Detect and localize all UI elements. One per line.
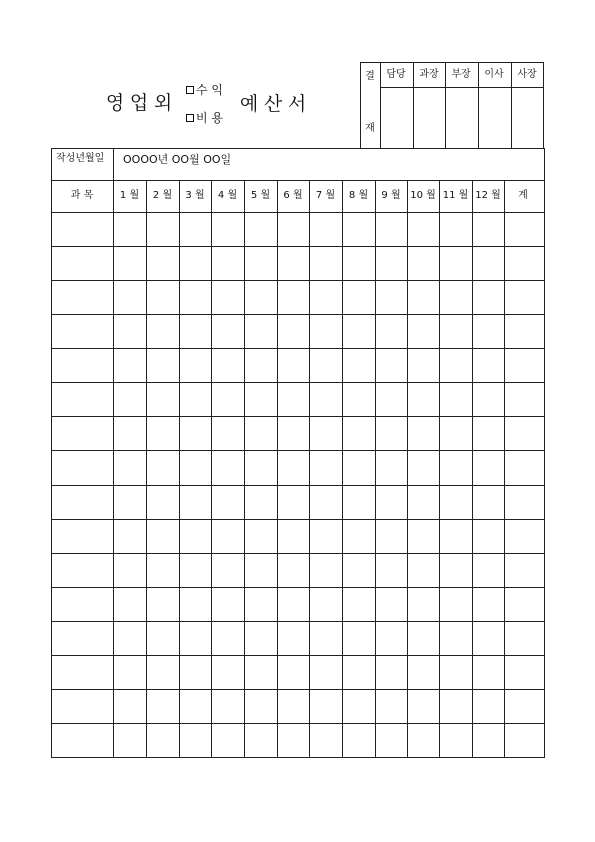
month-cell[interactable]	[310, 247, 342, 280]
month-header-9: 9 월	[381, 190, 401, 201]
month-cell[interactable]	[310, 417, 342, 450]
month-cell[interactable]	[440, 213, 472, 246]
total-cell[interactable]	[505, 417, 544, 450]
month-cell[interactable]	[212, 315, 244, 348]
month-cell[interactable]	[147, 247, 179, 280]
month-cell[interactable]	[408, 588, 439, 621]
approval-role-staff: 담당	[386, 69, 406, 80]
month-header-2: 2 월	[152, 190, 173, 201]
month-cell[interactable]	[114, 213, 146, 246]
month-cell[interactable]	[440, 281, 472, 314]
month-cell[interactable]	[376, 588, 407, 621]
title-char-6: 서	[287, 93, 307, 115]
month-cell[interactable]	[245, 724, 277, 757]
month-cell[interactable]	[180, 349, 211, 382]
total-cell[interactable]	[505, 486, 544, 519]
month-cell[interactable]	[245, 622, 277, 655]
title-char-3: 외	[153, 92, 173, 114]
month-header-10: 10 월	[410, 190, 436, 201]
month-cell[interactable]	[114, 588, 146, 621]
month-cell[interactable]	[114, 417, 146, 450]
month-cell[interactable]	[473, 247, 504, 280]
total-cell[interactable]	[505, 451, 544, 484]
month-cell[interactable]	[440, 724, 472, 757]
month-cell[interactable]	[310, 383, 342, 416]
month-cell[interactable]	[408, 417, 439, 450]
month-cell[interactable]	[376, 213, 407, 246]
month-cell[interactable]	[147, 349, 179, 382]
total-cell[interactable]	[505, 315, 544, 348]
table-bottom-border	[51, 757, 545, 758]
month-cell[interactable]	[212, 588, 244, 621]
month-cell[interactable]	[473, 451, 504, 484]
date-row-divider	[113, 148, 114, 180]
month-cell[interactable]	[278, 588, 309, 621]
subject-cell[interactable]	[52, 622, 113, 655]
subject-header: 과 목	[70, 190, 94, 201]
month-cell[interactable]	[473, 383, 504, 416]
approval-left-border	[360, 62, 361, 148]
month-cell[interactable]	[408, 315, 439, 348]
title-char-1: 영	[105, 92, 125, 114]
month-cell[interactable]	[245, 315, 277, 348]
month-cell[interactable]	[180, 690, 211, 723]
month-cell[interactable]	[408, 520, 439, 553]
approval-role-dept-head: 부장	[451, 69, 471, 80]
month-cell[interactable]	[343, 486, 375, 519]
month-cell[interactable]	[343, 315, 375, 348]
month-cell[interactable]	[310, 486, 342, 519]
total-cell[interactable]	[505, 554, 544, 587]
total-cell[interactable]	[505, 622, 544, 655]
subject-cell[interactable]	[52, 213, 113, 246]
month-cell[interactable]	[212, 349, 244, 382]
month-cell[interactable]	[180, 383, 211, 416]
month-cell[interactable]	[310, 622, 342, 655]
month-cell[interactable]	[180, 486, 211, 519]
month-cell[interactable]	[408, 656, 439, 689]
month-cell[interactable]	[180, 554, 211, 587]
month-cell[interactable]	[245, 486, 277, 519]
month-cell[interactable]	[408, 724, 439, 757]
month-cell[interactable]	[212, 281, 244, 314]
approval-label-bottom: 재	[365, 123, 375, 134]
month-cell[interactable]	[310, 315, 342, 348]
month-cell[interactable]	[408, 349, 439, 382]
total-cell[interactable]	[505, 281, 544, 314]
month-cell[interactable]	[245, 588, 277, 621]
expense-checkbox[interactable]	[186, 114, 194, 122]
month-cell[interactable]	[278, 349, 309, 382]
month-cell[interactable]	[180, 622, 211, 655]
month-cell[interactable]	[376, 520, 407, 553]
month-cell[interactable]	[180, 724, 211, 757]
total-cell[interactable]	[505, 724, 544, 757]
total-header: 계	[518, 190, 528, 201]
month-cell[interactable]	[278, 724, 309, 757]
month-cell[interactable]	[278, 554, 309, 587]
month-cell[interactable]	[473, 690, 504, 723]
month-cell[interactable]	[278, 281, 309, 314]
month-cell[interactable]	[278, 417, 309, 450]
subject-cell[interactable]	[52, 349, 113, 382]
month-cell[interactable]	[343, 451, 375, 484]
month-cell[interactable]	[310, 281, 342, 314]
date-label: 작성년월일	[56, 153, 105, 164]
month-cell[interactable]	[310, 213, 342, 246]
date-row-top-border	[51, 148, 545, 149]
month-cell[interactable]	[343, 383, 375, 416]
month-cell[interactable]	[245, 383, 277, 416]
month-cell[interactable]	[245, 417, 277, 450]
month-cell[interactable]	[114, 247, 146, 280]
month-cell[interactable]	[114, 690, 146, 723]
total-cell[interactable]	[505, 520, 544, 553]
month-cell[interactable]	[278, 451, 309, 484]
month-header-8: 8 월	[348, 190, 369, 201]
subject-cell[interactable]	[52, 656, 113, 689]
month-cell[interactable]	[440, 520, 472, 553]
month-cell[interactable]	[147, 486, 179, 519]
month-cell[interactable]	[245, 349, 277, 382]
month-cell[interactable]	[310, 690, 342, 723]
month-cell[interactable]	[114, 724, 146, 757]
total-cell[interactable]	[505, 349, 544, 382]
month-cell[interactable]	[114, 349, 146, 382]
month-cell[interactable]	[310, 349, 342, 382]
month-cell[interactable]	[114, 486, 146, 519]
month-cell[interactable]	[212, 417, 244, 450]
month-cell[interactable]	[440, 417, 472, 450]
month-cell[interactable]	[343, 554, 375, 587]
month-cell[interactable]	[343, 724, 375, 757]
total-cell[interactable]	[505, 247, 544, 280]
month-cell[interactable]	[440, 486, 472, 519]
option-expense-label: 비 용	[196, 111, 223, 125]
approval-right-border	[543, 62, 544, 148]
month-cell[interactable]	[440, 349, 472, 382]
month-cell[interactable]	[310, 520, 342, 553]
title-char-5: 산	[263, 93, 283, 115]
month-cell[interactable]	[473, 554, 504, 587]
month-cell[interactable]	[212, 213, 244, 246]
total-cell[interactable]	[505, 383, 544, 416]
month-cell[interactable]	[440, 315, 472, 348]
signature-cell-dept-head[interactable]	[446, 88, 478, 148]
month-cell[interactable]	[278, 486, 309, 519]
month-cell[interactable]	[343, 622, 375, 655]
month-cell[interactable]	[180, 417, 211, 450]
month-cell[interactable]	[473, 315, 504, 348]
month-cell[interactable]	[408, 451, 439, 484]
revenue-checkbox[interactable]	[186, 86, 194, 94]
month-cell[interactable]	[278, 622, 309, 655]
month-cell[interactable]	[408, 213, 439, 246]
month-cell[interactable]	[343, 520, 375, 553]
option-revenue-label: 수 익	[196, 83, 223, 97]
month-cell[interactable]	[147, 315, 179, 348]
month-cell[interactable]	[180, 315, 211, 348]
subject-cell[interactable]	[52, 383, 113, 416]
month-cell[interactable]	[376, 724, 407, 757]
month-cell[interactable]	[440, 588, 472, 621]
month-cell[interactable]	[212, 247, 244, 280]
signature-cell-director[interactable]	[479, 88, 511, 148]
month-cell[interactable]	[440, 690, 472, 723]
month-cell[interactable]	[180, 656, 211, 689]
subject-cell[interactable]	[52, 451, 113, 484]
month-cell[interactable]	[212, 383, 244, 416]
month-cell[interactable]	[376, 247, 407, 280]
month-cell[interactable]	[278, 656, 309, 689]
month-cell[interactable]	[473, 588, 504, 621]
month-cell[interactable]	[343, 690, 375, 723]
month-cell[interactable]	[278, 690, 309, 723]
month-cell[interactable]	[180, 588, 211, 621]
month-cell[interactable]	[343, 656, 375, 689]
month-cell[interactable]	[343, 349, 375, 382]
total-cell[interactable]	[505, 213, 544, 246]
month-cell[interactable]	[343, 417, 375, 450]
month-cell[interactable]	[278, 520, 309, 553]
subject-cell[interactable]	[52, 724, 113, 757]
month-cell[interactable]	[180, 281, 211, 314]
title-char-4: 예	[239, 93, 259, 115]
month-cell[interactable]	[473, 213, 504, 246]
date-value[interactable]: OOOO년 OO월 OO일	[123, 153, 232, 166]
month-cell[interactable]	[473, 656, 504, 689]
month-cell[interactable]	[114, 554, 146, 587]
month-cell[interactable]	[440, 383, 472, 416]
signature-cell-section-chief[interactable]	[414, 88, 445, 148]
month-cell[interactable]	[180, 247, 211, 280]
month-cell[interactable]	[408, 383, 439, 416]
month-cell[interactable]	[440, 656, 472, 689]
subject-cell[interactable]	[52, 281, 113, 314]
month-cell[interactable]	[147, 383, 179, 416]
header-top-border	[51, 180, 545, 181]
month-header-12: 12 월	[475, 190, 501, 201]
month-cell[interactable]	[180, 213, 211, 246]
subject-cell[interactable]	[52, 554, 113, 587]
month-cell[interactable]	[310, 554, 342, 587]
month-cell[interactable]	[440, 554, 472, 587]
signature-cell-president[interactable]	[512, 88, 543, 148]
month-cell[interactable]	[147, 622, 179, 655]
month-cell[interactable]	[408, 486, 439, 519]
approval-role-president: 사장	[517, 69, 537, 80]
month-cell[interactable]	[473, 520, 504, 553]
month-cell[interactable]	[408, 247, 439, 280]
month-cell[interactable]	[408, 554, 439, 587]
month-cell[interactable]	[114, 451, 146, 484]
signature-cell-staff[interactable]	[381, 88, 413, 148]
month-cell[interactable]	[408, 690, 439, 723]
month-cell[interactable]	[376, 690, 407, 723]
month-cell[interactable]	[212, 520, 244, 553]
month-cell[interactable]	[473, 622, 504, 655]
table-side-border	[544, 148, 545, 758]
subject-cell[interactable]	[52, 486, 113, 519]
month-cell[interactable]	[310, 724, 342, 757]
month-header-4: 4 월	[217, 190, 238, 201]
month-cell[interactable]	[147, 656, 179, 689]
month-cell[interactable]	[376, 281, 407, 314]
month-cell[interactable]	[310, 588, 342, 621]
month-cell[interactable]	[376, 417, 407, 450]
month-cell[interactable]	[147, 417, 179, 450]
title-char-2: 업	[129, 92, 149, 114]
subject-cell[interactable]	[52, 417, 113, 450]
month-cell[interactable]	[147, 213, 179, 246]
month-cell[interactable]	[245, 656, 277, 689]
month-cell[interactable]	[376, 554, 407, 587]
approval-top-border	[360, 62, 544, 63]
month-cell[interactable]	[376, 451, 407, 484]
month-cell[interactable]	[473, 724, 504, 757]
month-cell[interactable]	[473, 486, 504, 519]
month-cell[interactable]	[473, 417, 504, 450]
month-cell[interactable]	[278, 213, 309, 246]
month-cell[interactable]	[114, 281, 146, 314]
approval-label-top: 결	[365, 71, 375, 82]
approval-role-director: 이사	[484, 69, 504, 80]
month-cell[interactable]	[440, 451, 472, 484]
month-cell[interactable]	[343, 213, 375, 246]
month-header-11: 11 월	[442, 190, 469, 201]
month-cell[interactable]	[310, 451, 342, 484]
total-cell[interactable]	[505, 656, 544, 689]
month-cell[interactable]	[310, 656, 342, 689]
month-cell[interactable]	[147, 588, 179, 621]
month-cell[interactable]	[245, 281, 277, 314]
month-cell[interactable]	[408, 622, 439, 655]
month-cell[interactable]	[212, 554, 244, 587]
month-cell[interactable]	[114, 383, 146, 416]
month-header-5: 5 월	[250, 190, 271, 201]
option-expense[interactable]	[186, 112, 223, 124]
month-cell[interactable]	[278, 315, 309, 348]
month-cell[interactable]	[114, 520, 146, 553]
approval-role-section-chief: 과장	[419, 69, 439, 80]
month-cell[interactable]	[212, 656, 244, 689]
month-cell[interactable]	[278, 247, 309, 280]
month-cell[interactable]	[147, 724, 179, 757]
total-cell[interactable]	[505, 588, 544, 621]
month-cell[interactable]	[114, 315, 146, 348]
month-cell[interactable]	[376, 383, 407, 416]
month-cell[interactable]	[376, 486, 407, 519]
month-cell[interactable]	[245, 554, 277, 587]
month-cell[interactable]	[440, 622, 472, 655]
month-cell[interactable]	[376, 622, 407, 655]
month-cell[interactable]	[245, 690, 277, 723]
month-cell[interactable]	[245, 451, 277, 484]
month-cell[interactable]	[343, 281, 375, 314]
subject-cell[interactable]	[52, 690, 113, 723]
month-cell[interactable]	[440, 247, 472, 280]
subject-cell[interactable]	[52, 588, 113, 621]
total-cell[interactable]	[505, 690, 544, 723]
month-cell[interactable]	[212, 622, 244, 655]
month-cell[interactable]	[408, 281, 439, 314]
month-header-7: 7 월	[315, 190, 336, 201]
subject-cell[interactable]	[52, 520, 113, 553]
month-cell[interactable]	[147, 281, 179, 314]
month-cell[interactable]	[212, 724, 244, 757]
month-cell[interactable]	[376, 315, 407, 348]
subject-cell[interactable]	[52, 315, 113, 348]
month-cell[interactable]	[343, 247, 375, 280]
month-cell[interactable]	[147, 554, 179, 587]
month-cell[interactable]	[245, 520, 277, 553]
month-cell[interactable]	[147, 690, 179, 723]
month-cell[interactable]	[212, 486, 244, 519]
month-cell[interactable]	[473, 349, 504, 382]
month-cell[interactable]	[212, 451, 244, 484]
month-header-1: 1 월	[119, 190, 140, 201]
month-cell[interactable]	[245, 213, 277, 246]
month-cell[interactable]	[147, 520, 179, 553]
month-cell[interactable]	[180, 451, 211, 484]
subject-cell[interactable]	[52, 247, 113, 280]
month-cell[interactable]	[245, 247, 277, 280]
month-cell[interactable]	[278, 383, 309, 416]
month-cell[interactable]	[114, 656, 146, 689]
option-revenue[interactable]	[186, 84, 223, 96]
month-cell[interactable]	[180, 520, 211, 553]
month-cell[interactable]	[114, 622, 146, 655]
month-cell[interactable]	[473, 281, 504, 314]
month-header-3: 3 월	[185, 190, 205, 201]
month-cell[interactable]	[212, 690, 244, 723]
month-cell[interactable]	[343, 588, 375, 621]
month-cell[interactable]	[147, 451, 179, 484]
month-cell[interactable]	[376, 656, 407, 689]
month-header-6: 6 월	[283, 190, 303, 201]
month-cell[interactable]	[376, 349, 407, 382]
